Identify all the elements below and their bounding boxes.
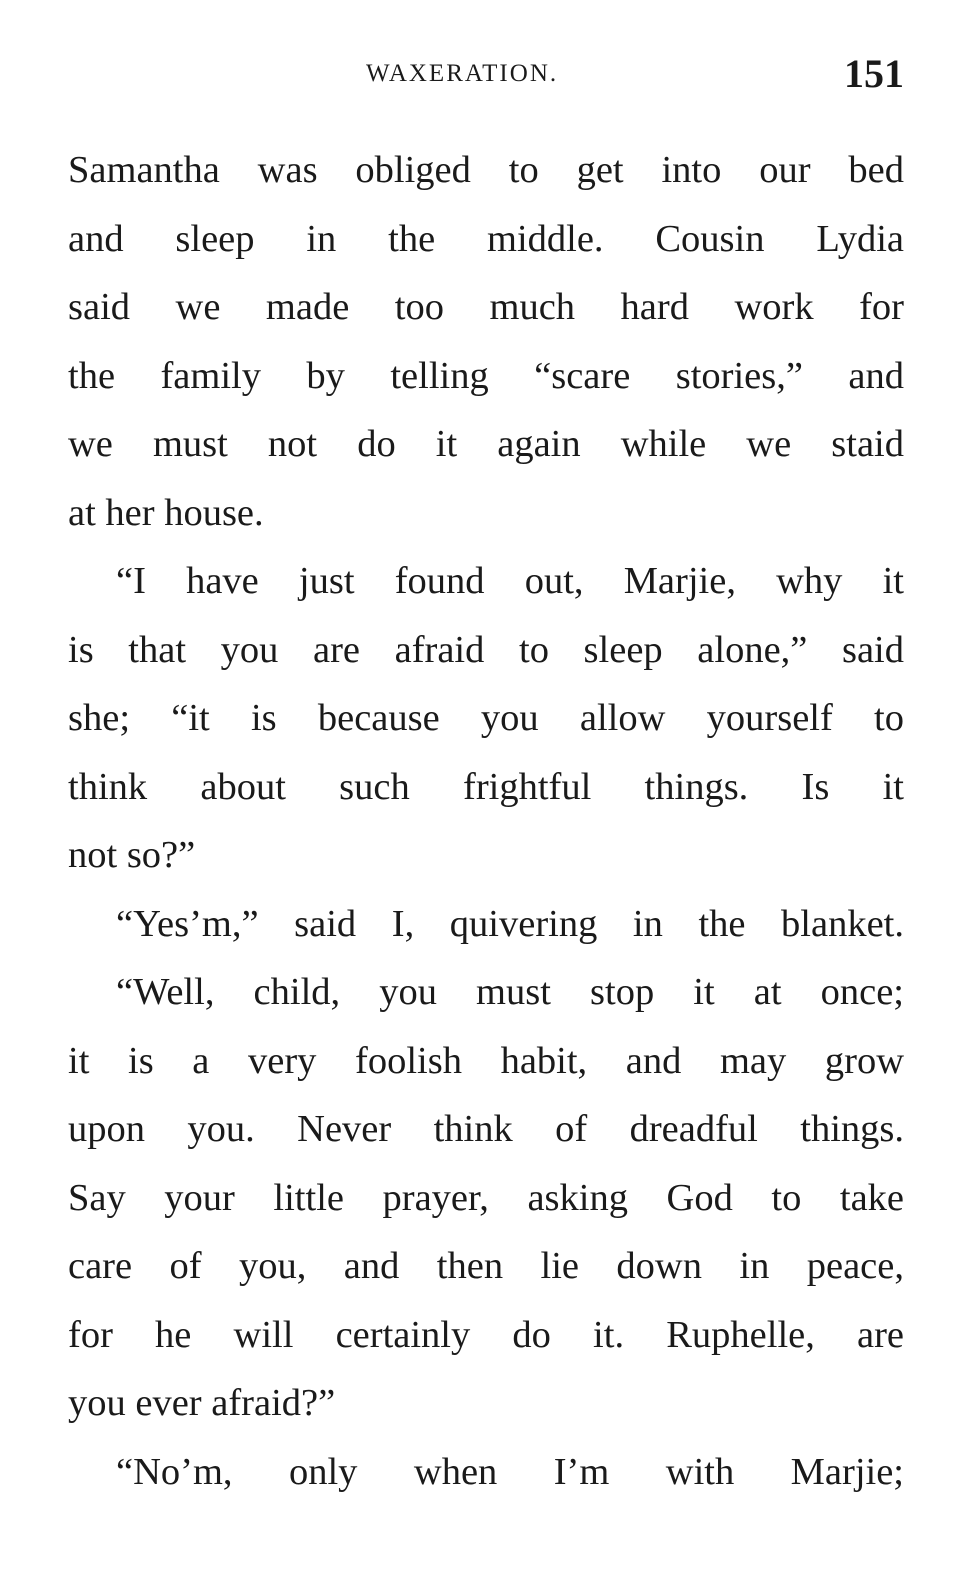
text-line: Say your little prayer, asking God to take — [68, 1176, 904, 1219]
page-number: 151 — [844, 51, 904, 96]
text-line: we must not do it again while we staid — [68, 423, 904, 465]
text-line: and sleep in the middle. Cousin Lydia — [68, 217, 904, 260]
text-line: “Yes’m,” said I, quivering in the blanket. — [116, 902, 904, 945]
text-line: think about such frightful things. Is it — [68, 765, 904, 808]
running-head — [68, 50, 904, 96]
text-line: upon you. Never think of dreadful things. — [68, 1108, 904, 1150]
text-line: care of you, and then lie down in peace, — [68, 1245, 904, 1287]
text-line: you ever afraid?” — [68, 1382, 336, 1424]
text-line: “Well, child, you must stop it at once; — [116, 971, 904, 1013]
text-line: at her house. — [68, 491, 264, 534]
text-line: said we made too much hard work for — [68, 286, 904, 328]
text-line: Samantha was obliged to get into our bed — [68, 149, 904, 191]
text-line: it is a very foolish habit, and may grow — [68, 1039, 904, 1082]
text-line: she; “it is because you allow yourself to — [68, 697, 904, 739]
text-line: “No’m, only when I’m with Marjie; — [116, 1450, 904, 1493]
text-line: not so?” — [68, 834, 196, 876]
body-text — [68, 136, 904, 1506]
text-line: for he will certainly do it. Ruphelle, are — [68, 1313, 904, 1356]
text-line: “I have just found out, Marjie, why it — [116, 560, 904, 602]
text-line: is that you are afraid to sleep alone,” said — [68, 628, 904, 671]
running-title: WAXERATION. — [366, 60, 559, 87]
text-line: the family by telling “scare stories,” and — [68, 354, 904, 397]
